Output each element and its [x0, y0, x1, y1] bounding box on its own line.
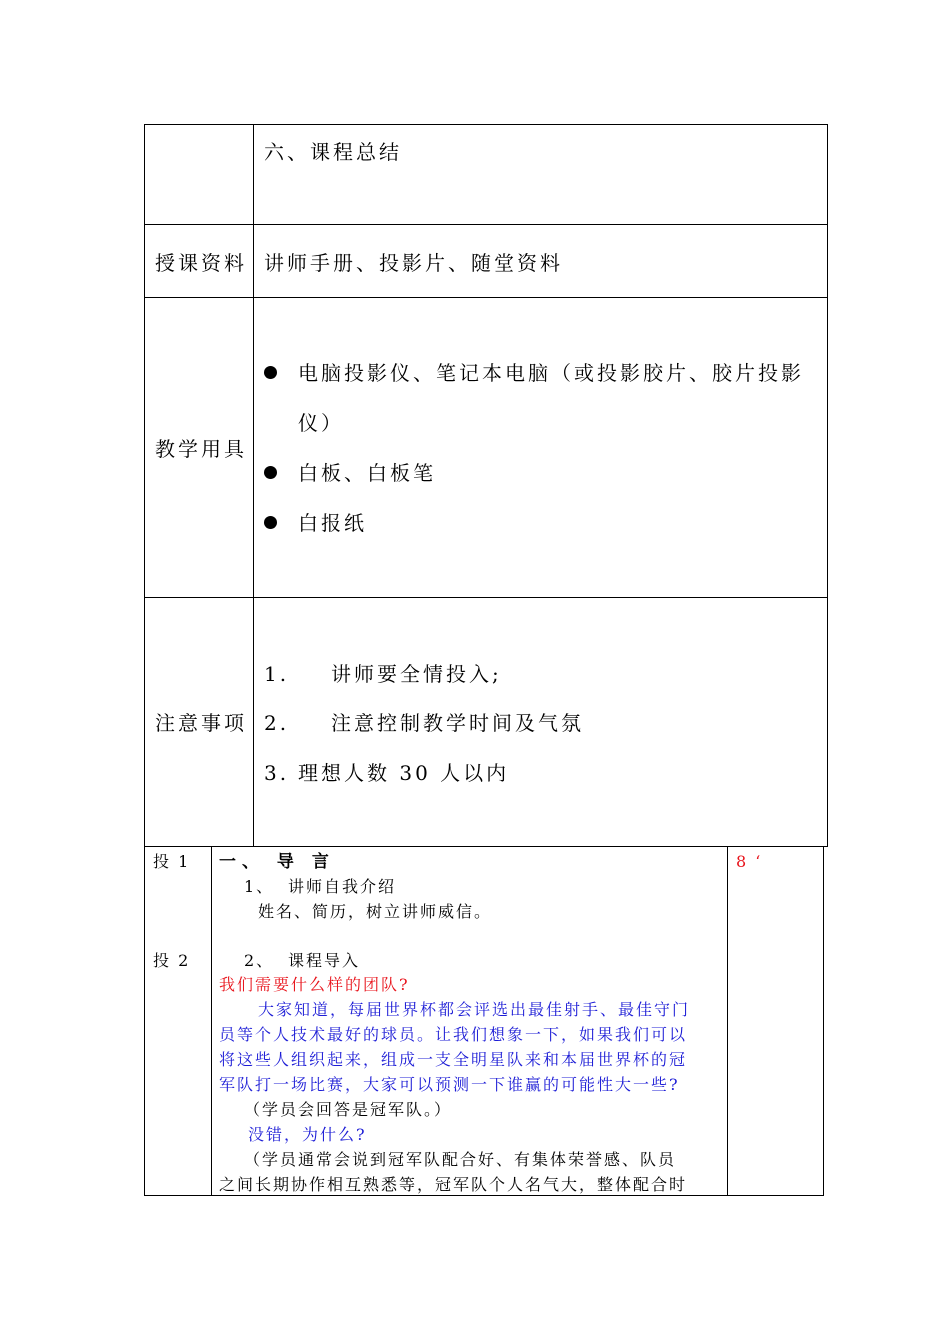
item-2-number: 2、: [244, 951, 275, 970]
story-line-4: 军队打一场比赛，大家可以预测一下谁赢的可能性大一些?: [219, 1075, 680, 1094]
answer-2-line-1: （学员通常会说到冠军队配合好、有集体荣誉感、队员: [244, 1150, 677, 1169]
row-divider-1: [144, 224, 828, 225]
lower-table-right-border: [823, 846, 824, 1196]
story-line-1: 大家知道，每届世界杯都会评选出最佳射手、最佳守门: [258, 1000, 691, 1019]
item-1-title: 讲师自我介绍: [288, 877, 397, 896]
upper-table-left-border: [144, 124, 145, 846]
note-3-text: 理想人数 30 人以内: [298, 761, 510, 785]
question-text: 我们需要什么样的团队?: [219, 975, 410, 994]
upper-table-column-divider: [253, 124, 254, 846]
time-allocation: 8 ‘: [736, 852, 763, 871]
slide-ref-2: 投 2: [153, 951, 191, 970]
upper-table-right-border: [827, 124, 828, 846]
section-title: 一、 导 言: [219, 852, 335, 872]
lower-table-top-border: [144, 846, 828, 847]
bullet-icon: [264, 466, 277, 479]
tool-item-1-line2: 仪）: [298, 411, 344, 435]
item-1-number: 1、: [244, 877, 275, 896]
lower-table-divider-2: [727, 846, 728, 1196]
tool-item-2: 白板、白板笔: [298, 461, 436, 485]
item-2-title: 课程导入: [288, 951, 361, 970]
bullet-icon: [264, 366, 277, 379]
notes-label: 注意事项: [155, 711, 247, 735]
slide-ref-1: 投 1: [153, 852, 191, 871]
followup-question: 没错，为什么?: [248, 1125, 367, 1144]
row-divider-2: [144, 297, 828, 298]
note-1-number: 1.: [264, 662, 290, 686]
bullet-icon: [264, 516, 277, 529]
row-divider-3: [144, 597, 828, 598]
tool-item-1-line1: 电脑投影仪、笔记本电脑（或投影胶片、胶片投影: [298, 361, 804, 385]
story-line-3: 将这些人组织起来，组成一支全明星队来和本届世界杯的冠: [219, 1050, 688, 1069]
answer-1: （学员会回答是冠军队。）: [244, 1100, 453, 1119]
note-1-text: 讲师要全情投入;: [331, 662, 502, 686]
note-2-number: 2.: [264, 711, 290, 735]
story-line-2: 员等个人技术最好的球员。让我们想象一下，如果我们可以: [219, 1025, 688, 1044]
lower-table-divider-1: [211, 846, 212, 1196]
course-summary-heading: 六、课程总结: [264, 140, 402, 164]
teaching-tools-label: 教学用具: [155, 437, 247, 461]
lower-table-left-border: [144, 846, 145, 1196]
note-2-text: 注意控制教学时间及气氛: [331, 711, 584, 735]
answer-2-line-2: 之间长期协作相互熟悉等，冠军队个人名气大，整体配合时: [219, 1175, 688, 1194]
tool-item-3: 白报纸: [298, 511, 367, 535]
materials-content: 讲师手册、投影片、随堂资料: [264, 251, 563, 275]
note-3-number: 3.: [264, 761, 290, 785]
item-1-body: 姓名、简历，树立讲师威信。: [258, 902, 493, 921]
materials-label: 授课资料: [155, 251, 247, 275]
upper-table-top-border: [144, 124, 828, 125]
